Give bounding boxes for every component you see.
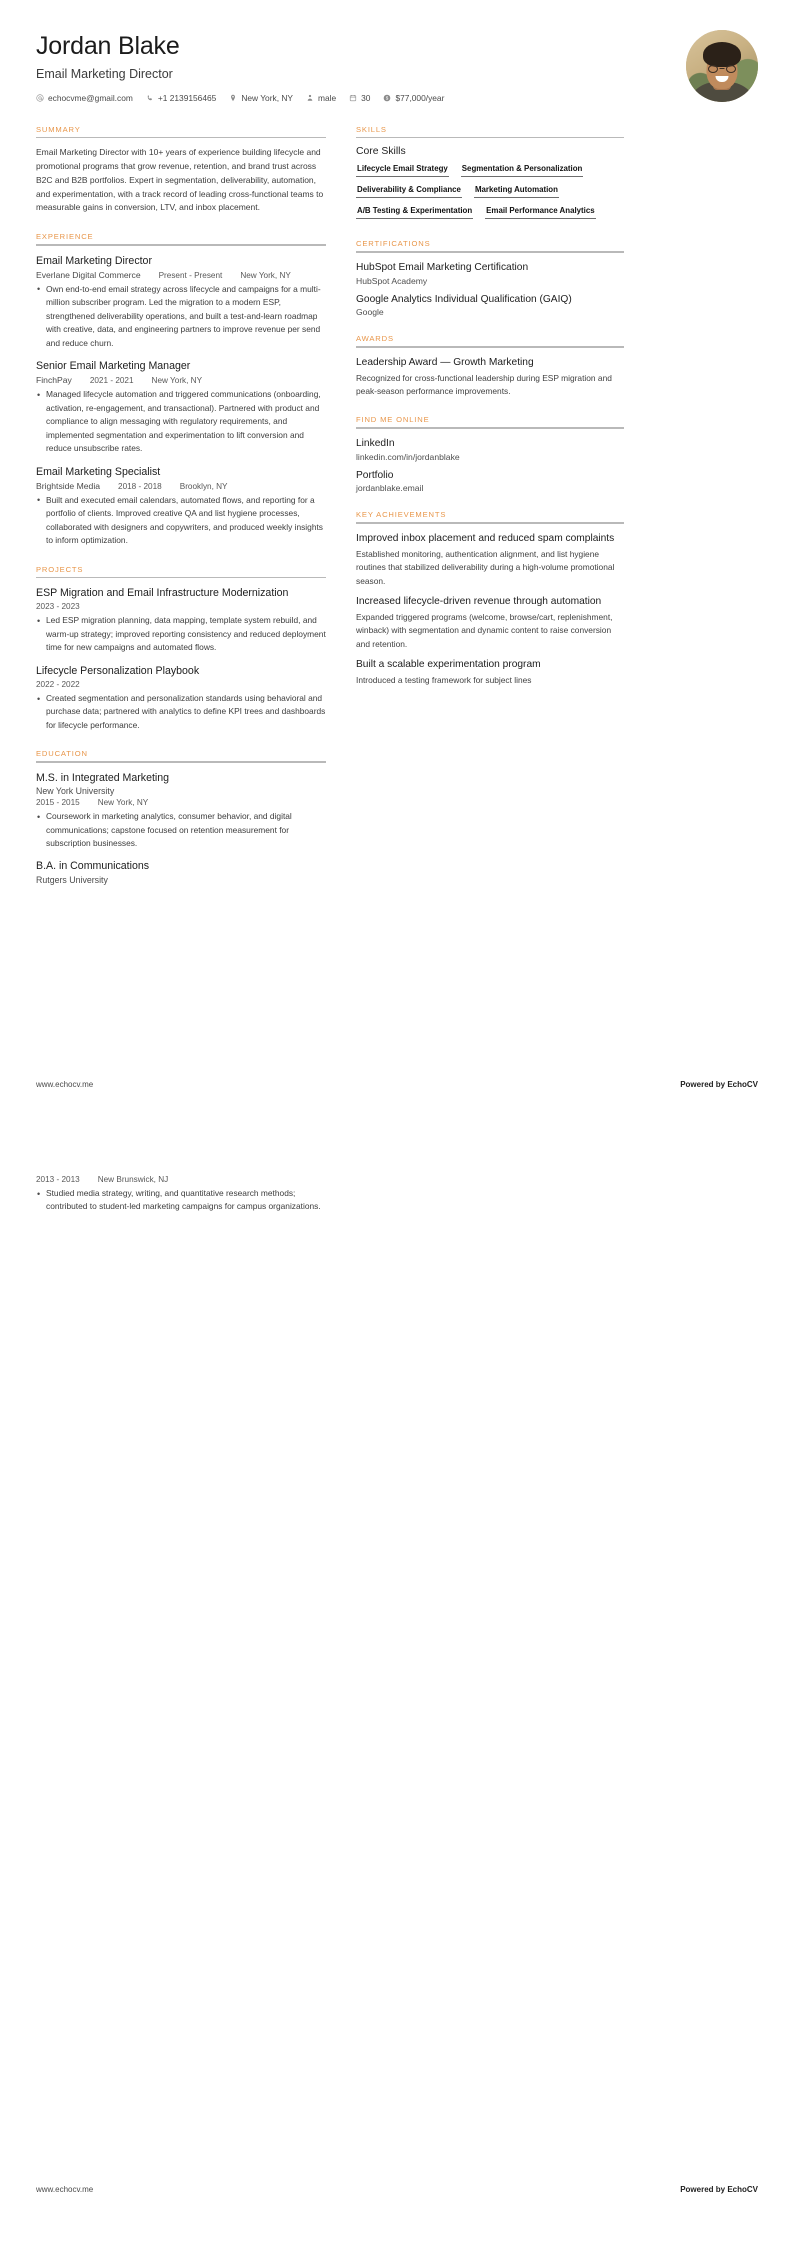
- online-profile-url[interactable]: jordanblake.email: [356, 483, 424, 494]
- experience-location: New York, NY: [151, 376, 203, 386]
- experience-bullets: [36, 283, 326, 350]
- education-school: Rutgers University: [36, 874, 108, 885]
- skill-tag: Marketing Automation: [474, 183, 559, 198]
- section-skills: [356, 125, 624, 223]
- section-title-key-achievements: KEY ACHIEVEMENTS: [356, 510, 447, 520]
- certification-name: Google Analytics Individual Qualification (GAIQ): [356, 293, 572, 305]
- contact-age-value: 30: [361, 92, 371, 103]
- list-item: • Studied media strategy, writing, and quantitative research methods; contributed to student-led marketing campaigns for campus organizations.: [36, 1187, 326, 1214]
- section-key-achievements: [356, 510, 624, 694]
- education-dates: 2015 - 2015: [36, 798, 80, 808]
- project-meta: [36, 602, 326, 611]
- candidate-job-title: Email Marketing Director: [36, 66, 173, 81]
- list-item: • Created segmentation and personalization standards using behavioral and purchase data; partnered with analytics to define KPI trees and dashboards for lifecycle performance.: [36, 692, 326, 732]
- section-rule: [36, 244, 326, 246]
- achievement-description: Introduced a testing framework for subject lines: [356, 674, 532, 685]
- contact-row: [36, 93, 457, 103]
- section-projects: [36, 565, 326, 733]
- certification-item: [356, 261, 624, 286]
- experience-bullets: [36, 388, 326, 455]
- project-entry: [36, 586, 326, 655]
- experience-location: Brooklyn, NY: [179, 481, 228, 491]
- education-bullets: [36, 810, 326, 850]
- experience-entry: [36, 254, 326, 350]
- page-footer: [36, 1080, 758, 1089]
- resume-columns: [36, 125, 758, 902]
- contact-age: [349, 93, 370, 103]
- education-location: New Brunswick, NJ: [97, 1175, 169, 1184]
- skill-tag: Email Performance Analytics: [485, 204, 595, 219]
- education-meta: [36, 1175, 326, 1184]
- section-awards: [356, 334, 624, 398]
- education-entry: [36, 771, 326, 851]
- certification-issuer: Google: [356, 307, 384, 318]
- section-summary: [36, 125, 326, 215]
- section-rule: [356, 137, 624, 139]
- left-column-page2: [36, 1173, 326, 1223]
- education-meta: [36, 798, 326, 807]
- education-entry: [36, 859, 326, 884]
- project-name: ESP Migration and Email Infrastructure Modernization: [36, 587, 289, 600]
- list-item: • Own end-to-end email strategy across lifecycle and campaigns for a multi-million subscriber program. Led the migration to a modern ESP, strengthened deliverability operations, and built a test-and-learn roadmap with creative, data, and engineering partners to improve revenue per send and reduce churn.: [36, 283, 326, 350]
- location-icon: [229, 94, 237, 102]
- key-achievements-list: [356, 532, 624, 694]
- contact-gender-value: male: [317, 92, 337, 103]
- section-education: [36, 749, 326, 884]
- experience-dates: 2021 - 2021: [89, 376, 134, 386]
- award-description: Recognized for cross-functional leadership during ESP migration and peak-season performance improvements.: [356, 372, 612, 396]
- left-column: [36, 125, 326, 902]
- section-title-education: EDUCATION: [36, 749, 88, 759]
- experience-company: FinchPay: [36, 375, 72, 386]
- section-rule: [356, 251, 624, 253]
- list-item: • Managed lifecycle automation and triggered communications (onboarding, activation, re-engagement, and transactional). Partnered with product and compliance to align messaging with regulatory requirements, and implemented segmentation and experimentation to lift conversion and reduce unsubscribe rates.: [36, 388, 326, 455]
- section-rule: [356, 346, 624, 348]
- section-title-awards: AWARDS: [356, 334, 394, 344]
- experience-bullets: [36, 494, 326, 548]
- contact-phone: [146, 93, 216, 103]
- section-title-summary: SUMMARY: [36, 124, 81, 134]
- achievement-name: Improved inbox placement and reduced spam complaints: [356, 532, 615, 544]
- skill-tag: A/B Testing & Experimentation: [356, 204, 473, 219]
- list-item: • Built and executed email calendars, automated flows, and reporting for a portfolio of clients. Improved creative QA and list hygiene processes, collaborated with designers and copywriters, and produced weekly insights to inform optimization.: [36, 494, 326, 548]
- project-entry: [36, 664, 326, 733]
- candidate-name: Jordan Blake: [36, 32, 180, 60]
- achievement-name: Built a scalable experimentation program: [356, 659, 541, 671]
- experience-dates: 2018 - 2018: [118, 481, 162, 491]
- resume-page-2: [0, 1123, 794, 2246]
- education-bullets: [36, 1187, 326, 1214]
- section-title-certifications: CERTIFICATIONS: [356, 239, 431, 249]
- achievement-item: [356, 595, 624, 651]
- list-item: • Coursework in marketing analytics, consumer behavior, and digital communications; capstone focused on retention measurement for subscription businesses.: [36, 810, 326, 850]
- contact-phone-value: +1 2139156465: [157, 92, 217, 103]
- skill-tag-list: [356, 162, 624, 222]
- project-dates: 2022 - 2022: [36, 680, 80, 689]
- section-find-me-online: [356, 415, 624, 493]
- achievement-name: Increased lifecycle-driven revenue through automation: [356, 596, 602, 608]
- skill-group-name: Core Skills: [356, 146, 406, 158]
- education-school: New York University: [36, 786, 115, 797]
- experience-role: Email Marketing Director: [36, 254, 152, 267]
- contact-salary: [383, 93, 444, 103]
- experience-location: New York, NY: [240, 270, 291, 280]
- certification-name: HubSpot Email Marketing Certification: [356, 261, 529, 273]
- avatar: [686, 30, 758, 102]
- achievement-description: Established monitoring, authentication alignment, and list hygiene routines that stabilized deliverability during a high-volume promotional season.: [356, 548, 615, 586]
- online-profile-url[interactable]: linkedin.com/in/jordanblake: [356, 451, 460, 462]
- section-rule: [36, 577, 326, 579]
- resume-columns-page2: [36, 1173, 758, 1223]
- section-rule: [36, 761, 326, 763]
- experience-meta: [36, 481, 326, 491]
- email-icon: [36, 94, 44, 102]
- footer-brand: Powered by EchoCV: [680, 1080, 758, 1089]
- contact-email-value: echocvme@gmail.com: [48, 92, 133, 103]
- experience-company: Everlane Digital Commerce: [36, 269, 141, 280]
- section-certifications: [356, 239, 624, 317]
- education-degree: M.S. in Integrated Marketing: [36, 771, 170, 784]
- skill-tag: Deliverability & Compliance: [356, 183, 462, 198]
- section-experience: [36, 232, 326, 548]
- avatar-photo: [686, 30, 758, 102]
- svg-text:$: $: [386, 95, 389, 101]
- online-profile-label: LinkedIn: [356, 437, 395, 449]
- section-rule: [36, 137, 326, 139]
- achievement-description: Expanded triggered programs (welcome, browse/cart, replenishment, winback) with segmentation and dynamic content to raise conversion and retention.: [356, 611, 613, 649]
- project-bullets: [36, 614, 326, 654]
- online-profile-item[interactable]: [356, 437, 624, 462]
- contact-gender: [306, 93, 336, 103]
- experience-meta: [36, 270, 326, 280]
- footer-site[interactable]: www.echocv.me: [36, 1080, 94, 1089]
- certification-item: [356, 293, 624, 318]
- section-title-find-me-online: FIND ME ONLINE: [356, 415, 430, 425]
- education-dates: 2013 - 2013: [36, 1175, 80, 1184]
- section-title-projects: PROJECTS: [36, 564, 84, 574]
- achievement-item: [356, 658, 624, 687]
- list-item: • Led ESP migration planning, data mapping, template system rebuild, and warm-up strategy; improved reporting consistency and reduced deployment time for new campaigns and automated flows.: [36, 614, 326, 654]
- project-bullets: [36, 692, 326, 732]
- contact-salary-value: $77,000/year: [395, 92, 445, 103]
- person-icon: [306, 94, 314, 102]
- header-identity: [36, 30, 457, 103]
- education-degree: B.A. in Communications: [36, 860, 150, 873]
- experience-role: Senior Email Marketing Manager: [36, 360, 191, 373]
- project-meta: [36, 680, 326, 689]
- page-footer: [36, 2185, 758, 2194]
- footer-site[interactable]: www.echocv.me: [36, 2185, 94, 2194]
- project-dates: 2023 - 2023: [36, 602, 80, 612]
- contact-email: [36, 93, 133, 103]
- award-item: [356, 356, 624, 399]
- contact-location: [229, 93, 293, 103]
- phone-icon: [146, 94, 154, 102]
- education-entry-continued: [36, 1175, 326, 1214]
- experience-dates: Present - Present: [158, 270, 223, 280]
- contact-location-value: New York, NY: [241, 92, 293, 103]
- experience-entry: [36, 359, 326, 455]
- experience-role: Email Marketing Specialist: [36, 465, 161, 478]
- education-location: New York, NY: [97, 798, 149, 808]
- experience-entry: [36, 465, 326, 548]
- experience-meta: [36, 375, 326, 385]
- experience-company: Brightside Media: [36, 480, 101, 491]
- summary-text: Email Marketing Director with 10+ years of experience building lifecycle and promotional programs that grow revenue, retention, and brand trust across B2C and B2B portfolios. Expert in segmentation, deliverability, automation, and experimentation, with a track record of leading cross-functional teams to measurable gains in conversion, LTV, and inbox placement.: [36, 147, 324, 213]
- achievement-item: [356, 532, 624, 588]
- online-profile-item[interactable]: [356, 469, 624, 494]
- certification-issuer: HubSpot Academy: [356, 275, 428, 286]
- resume-header: [36, 30, 758, 109]
- right-column: [356, 125, 624, 712]
- section-rule: [356, 427, 624, 429]
- salary-icon: [383, 94, 391, 102]
- online-profile-label: Portfolio: [356, 469, 394, 481]
- section-rule: [356, 522, 624, 524]
- section-title-experience: EXPERIENCE: [36, 232, 94, 242]
- section-title-skills: SKILLS: [356, 124, 387, 134]
- skill-tag: Lifecycle Email Strategy: [356, 162, 449, 177]
- calendar-icon: [349, 94, 357, 102]
- award-name: Leadership Award — Growth Marketing: [356, 356, 534, 368]
- project-name: Lifecycle Personalization Playbook: [36, 664, 200, 677]
- skill-tag: Segmentation & Personalization: [461, 162, 584, 177]
- footer-brand: Powered by EchoCV: [680, 2185, 758, 2194]
